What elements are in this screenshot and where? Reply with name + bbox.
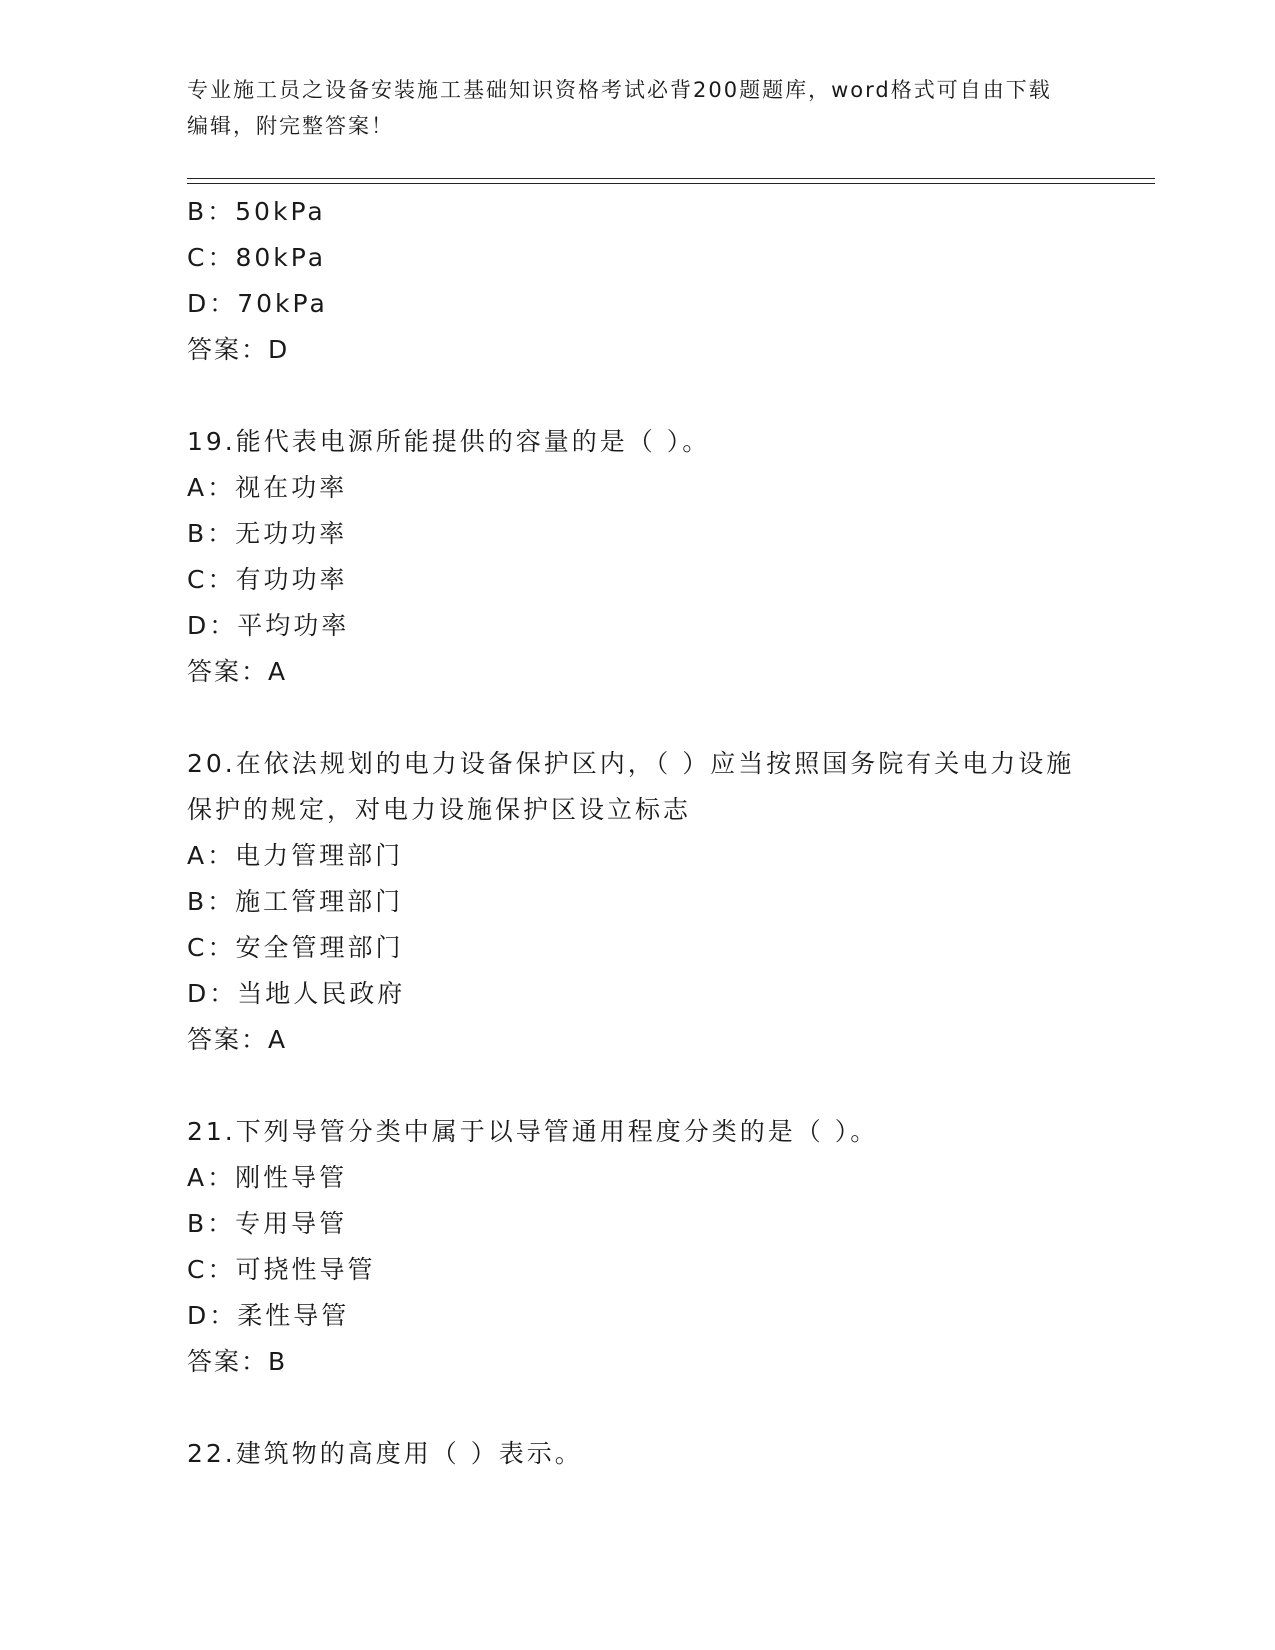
option-a: A：电力管理部门 (187, 841, 404, 870)
header-title: 专业施工员之设备安装施工基础知识资格考试必背200题题库，word格式可自由下载编辑，附完整答案！ (187, 78, 1052, 138)
option-c: C：有功功率 (187, 565, 348, 594)
answer-line: 答案：A (187, 657, 288, 686)
question-19 (187, 419, 1087, 695)
question-text: 21.下列导管分类中属于以导管通用程度分类的是（ ）。 (187, 1117, 879, 1146)
option-b: B：50kPa (187, 197, 326, 226)
option-d: D：柔性导管 (187, 1301, 350, 1330)
spacer (187, 373, 1087, 419)
option-c: C：可挠性导管 (187, 1255, 376, 1284)
question-text: 22.建筑物的高度用（ ）表示。 (187, 1439, 583, 1468)
document-header (187, 72, 1067, 144)
continued-question (187, 189, 1087, 373)
option-b: B：专用导管 (187, 1209, 348, 1238)
option-d: D：70kPa (187, 289, 328, 318)
question-content (187, 189, 1087, 1477)
answer-line: 答案：A (187, 1025, 288, 1054)
spacer (187, 1385, 1087, 1431)
question-text: 20.在依法规划的电力设备保护区内，（ ）应当按照国务院有关电力设施保护的规定，对电力设施保护区设立标志 (187, 749, 1075, 824)
question-21 (187, 1109, 1087, 1385)
answer-line: 答案：D (187, 335, 290, 364)
option-a: A：刚性导管 (187, 1163, 348, 1192)
option-d: D：当地人民政府 (187, 979, 406, 1008)
option-b: B：施工管理部门 (187, 887, 404, 916)
question-text: 19.能代表电源所能提供的容量的是（ ）。 (187, 427, 711, 456)
spacer (187, 695, 1087, 741)
option-c: C：80kPa (187, 243, 327, 272)
spacer (187, 1063, 1087, 1109)
answer-line: 答案：B (187, 1347, 288, 1376)
option-a: A：视在功率 (187, 473, 348, 502)
question-20 (187, 741, 1087, 1063)
option-c: C：安全管理部门 (187, 933, 404, 962)
question-22 (187, 1431, 1087, 1477)
header-divider-bottom (187, 183, 1155, 184)
option-b: B：无功功率 (187, 519, 348, 548)
option-d: D：平均功率 (187, 611, 350, 640)
header-divider-top (187, 178, 1155, 179)
